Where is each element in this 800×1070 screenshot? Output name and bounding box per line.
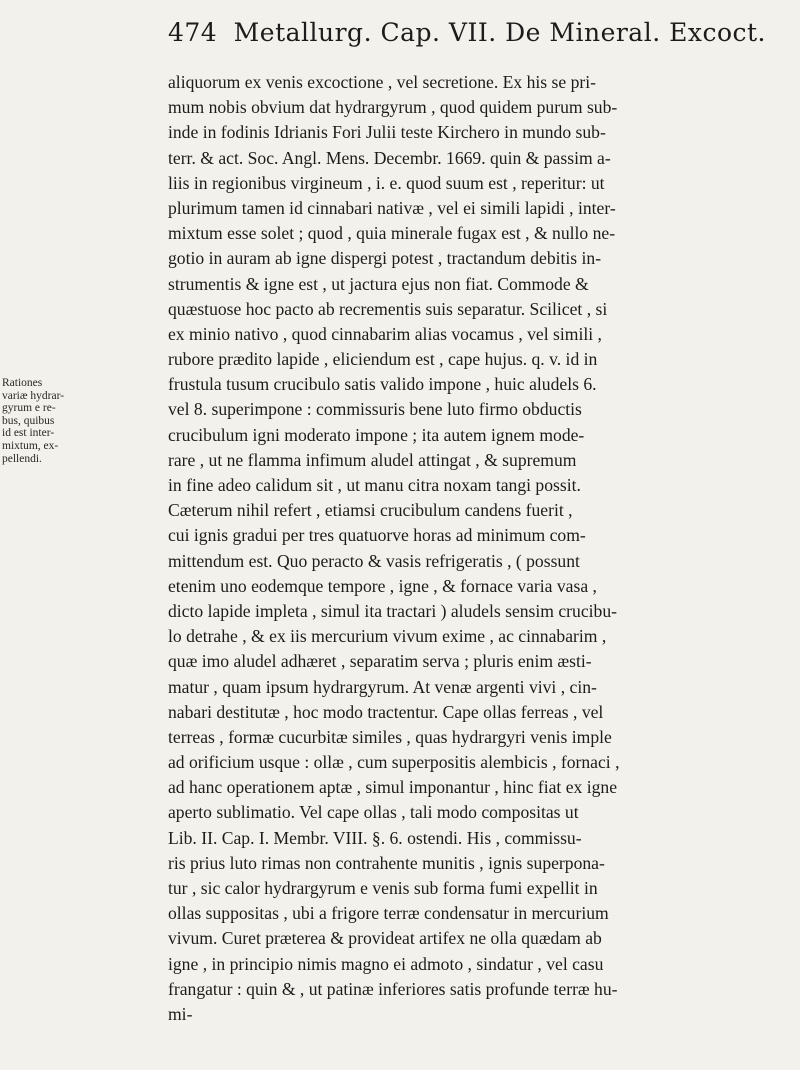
- text-line: in fine adeo calidum sit , ut manu citra noxam tangi possit.: [168, 475, 581, 495]
- margin-note: [2, 377, 92, 465]
- text-line: mittendum est. Quo peracto & vasis refrigeratis , ( possunt: [168, 550, 580, 571]
- text-line: vel 8. superimpone : commissuris bene luto firmo obductis: [168, 399, 582, 420]
- margin-note-line: bus, quibus: [2, 414, 55, 427]
- text-line: igne , in principio nimis magno ei admoto , sindatur , vel casu: [168, 953, 604, 974]
- text-line: Lib. II. Cap. I. Membr. VIII. §. 6. ostendi. His , commissu-: [168, 827, 582, 848]
- running-header: [168, 18, 788, 62]
- text-line: ex minio nativo , quod cinnabarim alias vocamus , vel simili ,: [168, 323, 602, 344]
- text-line: rubore prædito lapide , eliciendum est , cape hujus. q. v. id in: [168, 349, 598, 370]
- text-line: terr. & act. Soc. Angl. Mens. Decembr. 1669. quin & passim a-: [168, 147, 611, 168]
- text-line: aliquorum ex venis excoctione , vel secretione. Ex his se pri-: [168, 72, 596, 92]
- margin-note-line: pellendi.: [2, 452, 42, 465]
- text-line: strumentis & igne est , ut jactura ejus non fiat. Commode &: [168, 273, 589, 294]
- margin-note-line: mixtum, ex-: [2, 439, 59, 452]
- margin-note-line: id est inter-: [2, 427, 55, 440]
- text-line: Cæterum nihil refert , etiamsi crucibulum candens fuerit ,: [168, 500, 573, 521]
- text-line: rare , ut ne flamma infimum aludel attingat , & supremum: [168, 449, 577, 470]
- text-line: ollas suppositas , ubi a frigore terræ condensatur in mercurium: [168, 903, 609, 924]
- body-text: [168, 70, 798, 1027]
- text-line: vivum. Curet præterea & provideat artifex ne olla quædam ab: [168, 928, 602, 949]
- text-line: mi-: [168, 1003, 193, 1024]
- header-title: Metallurg. Cap. VII. De Mineral. Excoct.: [233, 18, 767, 47]
- text-line: quæ imo aludel adhæret , separatim serva ; pluris enim æsti-: [168, 651, 592, 672]
- text-line: ris prius luto rimas non contrahente munitis , ignis superpona-: [168, 852, 605, 873]
- text-line: quæstuose hoc pacto ab recrementis suis separatur. Scilicet , si: [168, 298, 608, 319]
- text-line: mixtum esse solet ; quod , quia minerale fugax est , & nullo ne-: [168, 223, 616, 244]
- text-line: lo detrahe , & ex iis mercurium vivum exime , ac cinnabarim ,: [168, 626, 607, 647]
- text-line: etenim uno eodemque tempore , igne , & fornace varia vasa ,: [168, 575, 597, 596]
- text-line: dicto lapide impleta , simul ita tractari ) aludels sensim crucibu-: [168, 600, 617, 621]
- text-line: mum nobis obvium dat hydrargyrum , quod quidem purum sub-: [168, 97, 618, 118]
- text-line: crucibulum igni moderato impone ; ita autem ignem mode-: [168, 424, 585, 445]
- text-line: ad orificium usque : ollæ , cum superpositis alembicis , fornaci ,: [168, 752, 620, 773]
- text-line: terreas , formæ cucurbitæ similes , quas hydrargyri venis imple: [168, 726, 612, 747]
- text-line: frustula tusum crucibulo satis valido impone , huic aludels 6.: [168, 374, 597, 395]
- text-line: tur , sic calor hydrargyrum e venis sub forma fumi expellit in: [168, 878, 598, 898]
- text-line: cui ignis gradui per tres quatuorve horas ad minimum com-: [168, 525, 586, 546]
- text-line: aperto sublimatio. Vel cape ollas , tali modo compositas ut: [168, 802, 579, 823]
- margin-note-line: Rationes: [2, 377, 43, 389]
- text-line: frangatur : quin & , ut patinæ inferiores satis profunde terræ hu-: [168, 978, 618, 999]
- text-line: liis in regionibus virgineum , i. e. quod suum est , reperitur: ut: [168, 172, 605, 193]
- page-number: 474: [168, 18, 218, 47]
- text-line: gotio in auram ab igne dispergi potest , tractandum debitis in-: [168, 248, 602, 269]
- text-line: matur , quam ipsum hydrargyrum. At venæ argenti vivi , cin-: [168, 676, 597, 697]
- text-line: ad hanc operationem aptæ , simul imponantur , hinc fiat ex igne: [168, 777, 618, 798]
- text-line: nabari destitutæ , hoc modo tractentur. Cape ollas ferreas , vel: [168, 701, 604, 722]
- text-line: plurimum tamen id cinnabari nativæ , vel ei simili lapidi , inter-: [168, 197, 616, 218]
- margin-note-line: gyrum e re-: [2, 402, 56, 415]
- text-line: inde in fodinis Idrianis Fori Julii teste Kirchero in mundo sub-: [168, 122, 606, 143]
- margin-note-line: variæ hydrar-: [2, 389, 65, 402]
